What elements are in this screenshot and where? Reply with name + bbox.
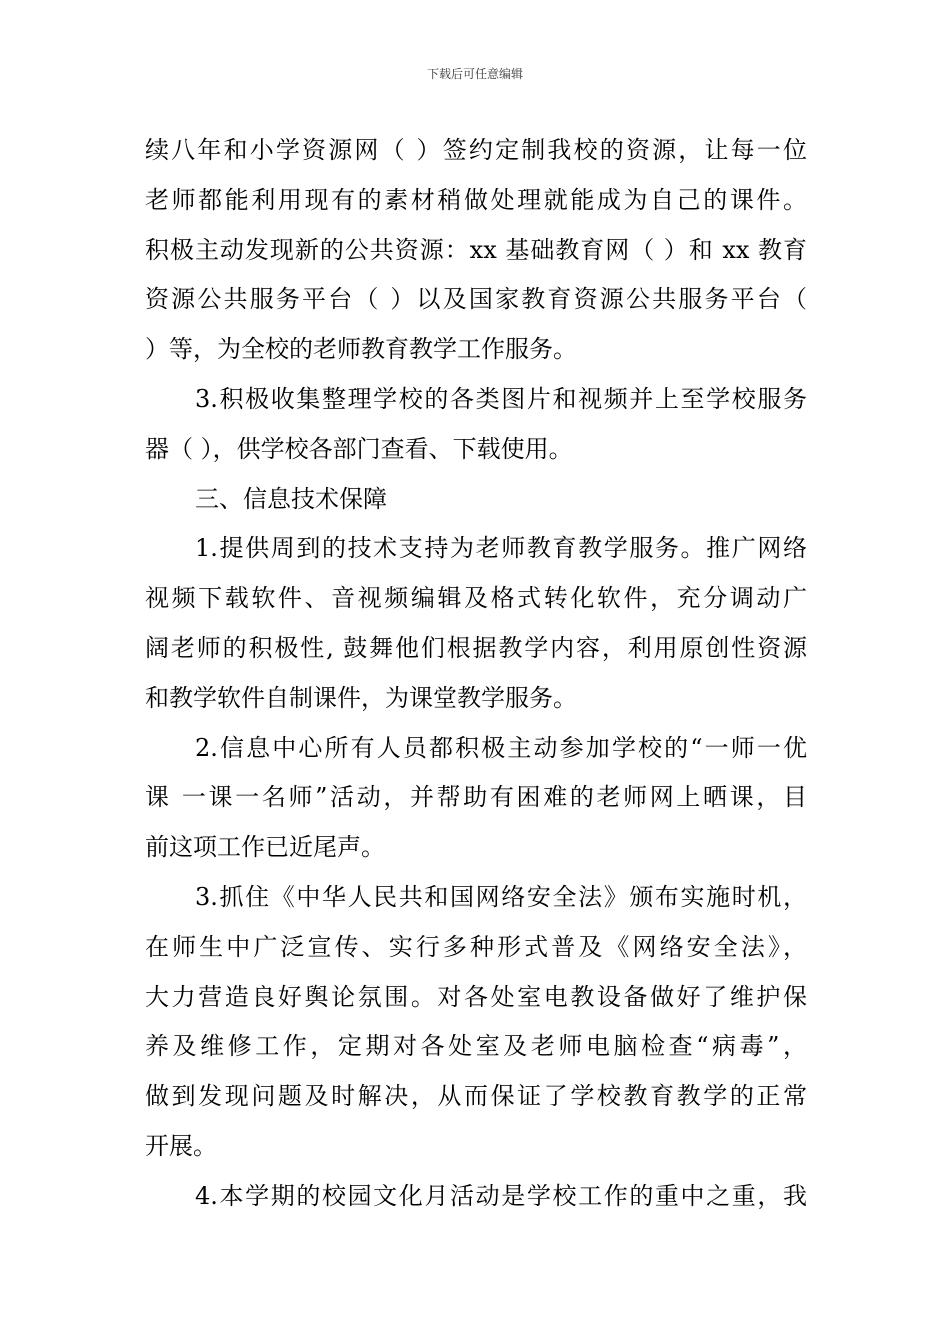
section-heading: 三、信息技术保障 [195, 484, 387, 513]
text-line: 阔老师的积极性, 鼓舞他们根据教学内容，利用原创性资源 [145, 633, 807, 662]
text-line: 和教学软件自制课件，为课堂教学服务。 [145, 683, 577, 712]
paragraph-start-line: 3.积极收集整理学校的各类图片和视频并上至学校服务 [195, 384, 807, 413]
text-line: 器（ ），供学校各部门查看、下载使用。 [145, 434, 573, 463]
page-header: 下载后可任意编辑 [426, 67, 523, 81]
text-line: 老师都能利用现有的素材稍做处理就能成为自己的课件。 [145, 185, 807, 214]
text-line: 开展。 [145, 1131, 217, 1160]
text-line: 在师生中广泛宣传、实行多种形式普及《网络安全法》， [145, 932, 807, 961]
paragraph-start-line: 2.信息中心所有人员都积极主动参加学校的“一师一优 [195, 733, 807, 762]
paragraph-start-line: 1.提供周到的技术支持为老师教育教学服务。推广网络 [195, 534, 807, 563]
text-line: 养及维修工作，定期对各处室及老师电脑检查“病毒”， [145, 1032, 807, 1061]
paragraph-start-line: 3.抓住《中华人民共和国网络安全法》颁布实施时机， [195, 882, 807, 911]
paragraph-start-line: 4.本学期的校园文化月活动是学校工作的重中之重，我 [195, 1181, 807, 1210]
text-line: 大力营造良好舆论氛围。对各处室电教设备做好了维护保 [145, 982, 807, 1011]
text-line: 做到发现问题及时解决，从而保证了学校教育教学的正常 [145, 1082, 807, 1111]
text-line: 资源公共服务平台（ ）以及国家教育资源公共服务平台（ [145, 285, 807, 314]
text-line: 积极主动发现新的公共资源：xx 基础教育网（ ）和 xx 教育 [145, 235, 807, 264]
body-text [145, 126, 807, 1222]
text-line: ）等，为全校的老师教育教学工作服务。 [145, 335, 577, 364]
text-line: 前这项工作已近尾声。 [145, 833, 385, 862]
text-line: 视频下载软件、音视频编辑及格式转化软件，充分调动广 [145, 584, 807, 613]
text-line: 续八年和小学资源网（ ）签约定制我校的资源，让每一位 [145, 136, 807, 164]
text-line: 课 一课一名师”活动，并帮助有困难的老师网上晒课，目 [145, 783, 807, 812]
